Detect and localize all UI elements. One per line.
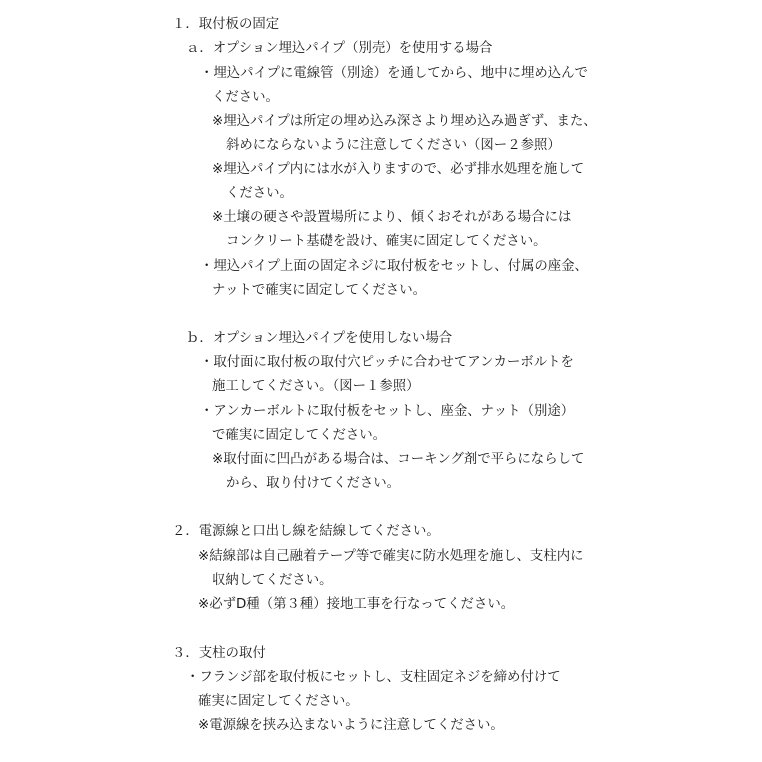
section-1b-heading: ｂ．オプション埋込パイプを使用しない場合	[186, 331, 453, 346]
section-1a-line: ・埋込パイプに電線管（別途）を通してから、地中に埋め込んで	[200, 66, 588, 81]
section-1-heading: １．取付板の固定	[172, 17, 280, 32]
section-1a-line: ナットで確実に固定してください。	[212, 283, 426, 298]
section-1b-line: ・アンカーボルトに取付板をセットし、座金、ナット（別途）	[200, 404, 575, 419]
section-1b-note: から、取り付けてください。	[226, 476, 401, 491]
section-1a-note: コンクリート基礎を設け、確実に固定してください。	[226, 234, 547, 249]
section-1a-line: ・埋込パイプ上面の固定ネジに取付板をセットし、付属の座金、	[200, 259, 588, 274]
section-2-note: ※結線部は自己融着テープ等で確実に防水処理を施し、支柱内に	[198, 549, 584, 564]
section-1a-note: 斜めにならないように注意してください（図ー２参照）	[226, 138, 561, 153]
section-1a-note: ※土壌の硬さや設置場所により、傾くおそれがある場合には	[212, 210, 572, 225]
section-3-heading: ３．支柱の取付	[172, 646, 266, 661]
section-2-note: ※必ずD種（第３種）接地工事を行なってください。	[198, 597, 515, 612]
section-2-note: 収納してください。	[212, 573, 333, 588]
section-1b-line: 施工してください。（図ー１参照）	[212, 379, 420, 394]
section-1b-line: ・取付面に取付板の取付穴ピッチに合わせてアンカーボルトを	[200, 355, 574, 370]
section-3-line: 確実に固定してください。	[198, 694, 359, 709]
section-1a-line: ください。	[212, 90, 279, 105]
section-1b-note: ※取付面に凹凸がある場合は、コーキング剤で平らにならして	[212, 452, 585, 467]
section-3-line: ・フランジ部を取付板にセットし、支柱固定ネジを締め付けて	[186, 670, 561, 685]
section-1a-note: ※埋込パイプ内には水が入りますので、必ず排水処理を施して	[212, 162, 585, 177]
section-1a-note: ※埋込パイプは所定の埋め込み深さより埋め込み過ぎず、また、	[212, 114, 597, 129]
section-1a-note: ください。	[226, 186, 293, 201]
section-1a-heading: ａ．オプション埋込パイプ（別売）を使用する場合	[186, 41, 493, 56]
section-2-heading: ２．電源線と口出し線を結線してください。	[172, 524, 440, 539]
section-1b-line: で確実に固定してください。	[212, 428, 387, 443]
section-3-note: ※電源線を挟み込まないように注意してください。	[198, 718, 504, 733]
